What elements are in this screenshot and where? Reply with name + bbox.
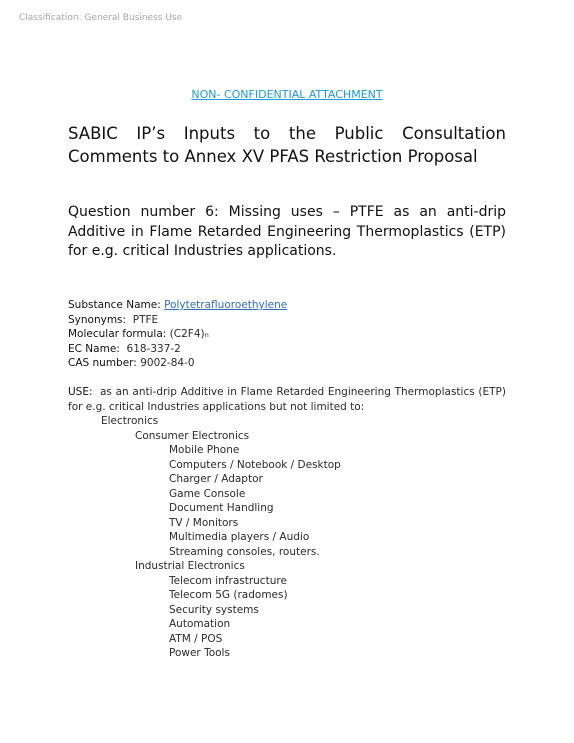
synonyms-value: PTFE: [132, 313, 159, 326]
list-item: Telecom 5G (radomes): [169, 589, 288, 601]
formula-value: (C2F4)ₙ: [169, 328, 209, 341]
substance-details: [68, 298, 287, 371]
substance-name-link[interactable]: Polytetrafluoroethylene: [164, 299, 288, 311]
list-item: Streaming consoles, routers.: [169, 545, 320, 558]
list-item: ATM / POS: [169, 632, 223, 645]
use-text: as an anti-drip Additive in Flame Retarded Engineering Thermoplastics (ETP) for e.g. critical Industries applications but not limited to:: [68, 386, 506, 413]
list-subcategory: Industrial Electronics: [135, 560, 245, 572]
attachment-heading-link[interactable]: NON- CONFIDENTIAL ATTACHMENT: [191, 88, 383, 101]
formula-row: [68, 327, 287, 342]
formula-label: Molecular formula:: [68, 328, 167, 341]
classification-label: Classification: General Business Use: [19, 13, 183, 23]
list-item: Security systems: [169, 603, 259, 616]
synonyms-row: [68, 313, 287, 328]
cas-row: [68, 356, 287, 371]
list-subcategory: Consumer Electronics: [135, 429, 250, 442]
list-item: TV / Monitors: [169, 516, 239, 529]
ec-row: [68, 342, 287, 357]
use-paragraph: [68, 385, 506, 414]
list-item: Computers / Notebook / Desktop: [169, 458, 341, 471]
list-item: Telecom infrastructure: [169, 574, 287, 587]
use-label: USE:: [68, 386, 93, 398]
list-item: Document Handling: [169, 502, 274, 514]
synonyms-label: Synonyms:: [68, 313, 127, 326]
list-item: Power Tools: [169, 647, 230, 659]
ec-label: EC Name:: [68, 342, 120, 355]
cas-label: CAS number:: [68, 357, 137, 370]
list-item: Game Console: [169, 487, 246, 500]
list-item: Automation: [169, 618, 231, 630]
substance-name-row: [68, 298, 287, 313]
ec-value: 618-337-2: [126, 342, 181, 355]
list-item: Mobile Phone: [169, 444, 240, 456]
document-title: SABIC IP’s Inputs to the Public Consultation Comments to Annex XV PFAS Restriction Proposal: [68, 124, 506, 166]
list-category: Electronics: [101, 415, 159, 427]
list-item: Charger / Adaptor: [169, 473, 263, 485]
cas-value: 9002-84-0: [140, 357, 195, 370]
question-heading: Question number 6: Missing uses – PTFE as an anti-drip Additive in Flame Retarded Engineering Thermoplastics (ETP) for e.g. critical Industries applications.: [68, 204, 506, 259]
substance-name-label: Substance Name:: [68, 299, 161, 311]
list-item: Multimedia players / Audio: [169, 531, 310, 543]
uses-list: [68, 414, 341, 661]
